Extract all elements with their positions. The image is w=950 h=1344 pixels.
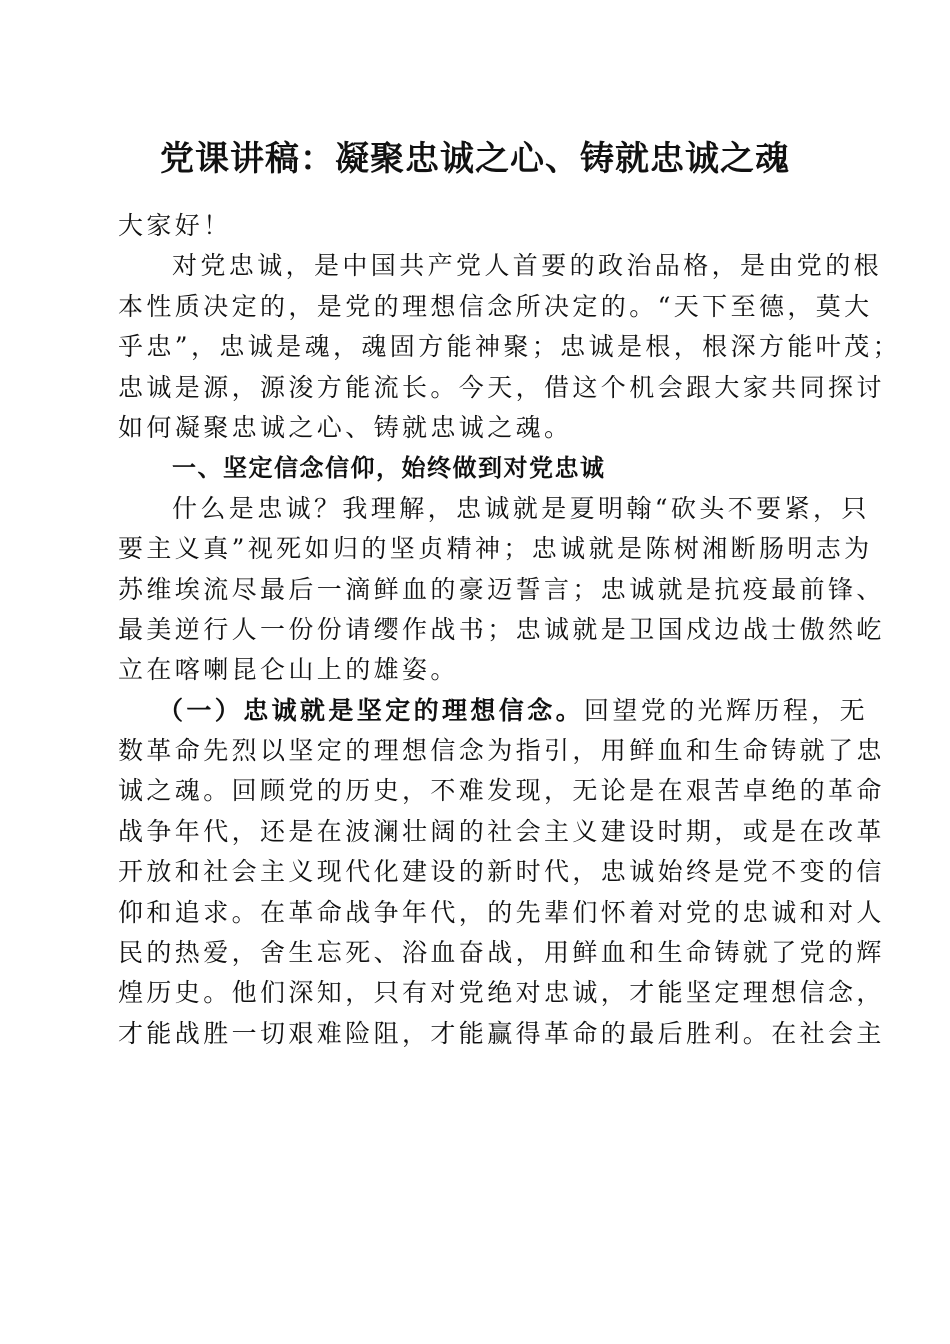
paragraph-line: 战争年代，还是在波澜壮阔的社会主义建设时期，或是在改革 xyxy=(118,816,885,846)
paragraph-line: 数革命先烈以坚定的理想信念为指引，用鲜血和生命铸就了忠 xyxy=(118,736,885,766)
paragraph-line: 煌历史。他们深知，只有对党绝对忠诚，才能坚定理想信念， xyxy=(118,978,885,1008)
paragraph-line: 民的热爱，舍生忘死、浴血奋战，用鲜血和生命铸就了党的辉 xyxy=(118,938,885,968)
greeting: 大家好！ xyxy=(118,211,232,240)
paragraph-line: 仰和追求。在革命战争年代，的先辈们怀着对党的忠诚和对人 xyxy=(118,897,885,927)
paragraph-line: 忠诚是源，源浚方能流长。今天，借这个机会跟大家共同探讨 xyxy=(118,372,885,402)
paragraph-line: 要主义真”视死如归的坚贞精神；忠诚就是陈树湘断肠明志为 xyxy=(118,534,873,564)
paragraph-line: 什么是忠诚？我理解，忠诚就是夏明翰“砍头不要紧，只 xyxy=(172,493,870,523)
paragraph-text: 回望党的光辉历程，无 xyxy=(584,695,869,725)
document-title: 党课讲稿：凝聚忠诚之心、铸就忠诚之魂 xyxy=(160,139,790,179)
paragraph-line: 诚之魂。回顾党的历史，不难发现，无论是在艰苦卓绝的革命 xyxy=(118,776,885,806)
paragraph-line: 苏维埃流尽最后一滴鲜血的豪迈誓言；忠诚就是抗疫最前锋、 xyxy=(118,574,885,604)
paragraph-line: 乎忠”，忠诚是魂，魂固方能神聚；忠诚是根，根深方能叶茂； xyxy=(118,332,901,362)
paragraph-line: 才能战胜一切艰难险阻，才能赢得革命的最后胜利。在社会主 xyxy=(118,1018,885,1048)
subheading: （一）忠诚就是坚定的理想信念。 xyxy=(158,695,585,725)
section-heading: 一、坚定信念信仰，始终做到对党忠诚 xyxy=(172,454,606,483)
paragraph-line: 最美逆行人一份份请缨作战书；忠诚就是卫国戍边战士傲然屹 xyxy=(118,614,885,644)
paragraph-line-with-subheading xyxy=(118,691,869,731)
paragraph-line: 如何凝聚忠诚之心、铸就忠诚之魂。 xyxy=(118,412,573,442)
paragraph-line: 本性质决定的，是党的理想信念所决定的。“天下至德，莫大 xyxy=(118,291,873,321)
document-body xyxy=(118,206,901,1054)
paragraph-line: 开放和社会主义现代化建设的新时代，忠诚始终是党不变的信 xyxy=(118,857,885,887)
paragraph-line: 对党忠诚，是中国共产党人首要的政治品格，是由党的根 xyxy=(172,251,883,281)
paragraph-line: 立在喀喇昆仑山上的雄姿。 xyxy=(118,655,459,685)
